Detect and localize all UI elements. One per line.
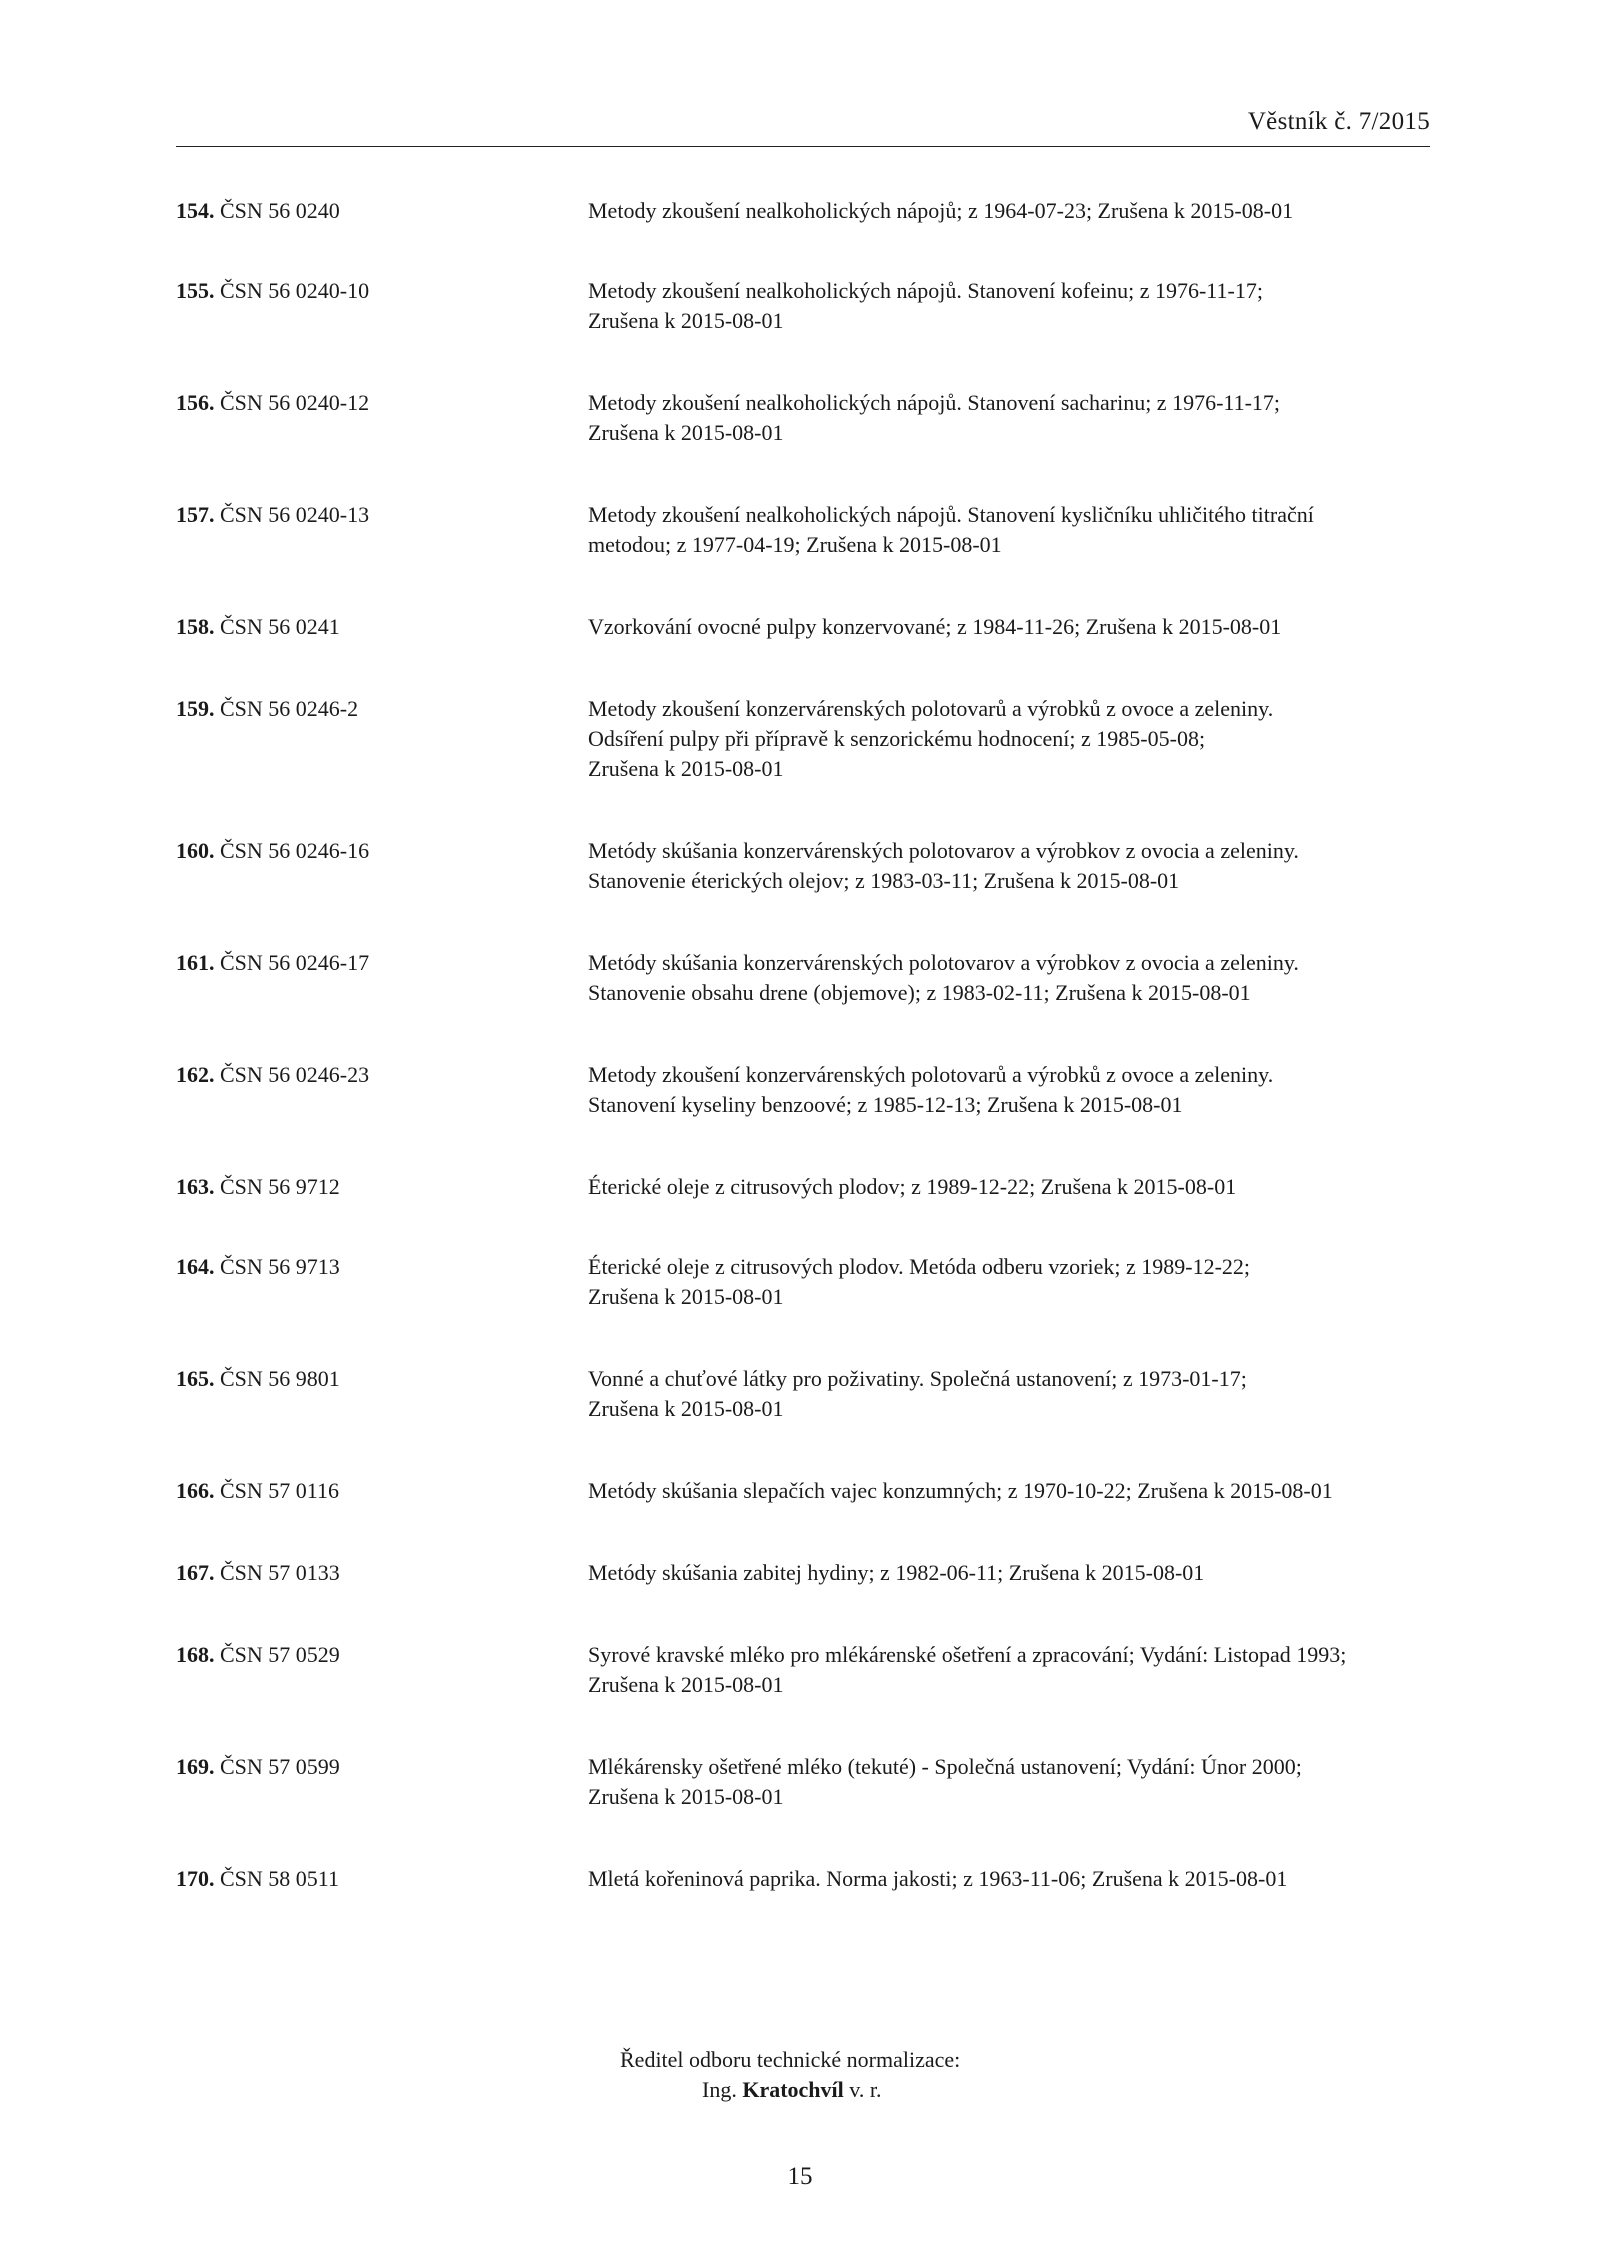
entry-identifier [176,694,358,724]
description-line: Metody zkoušení nealkoholických nápojů. Stanovení kysličníku uhličitého titrační [588,502,1314,527]
description-line: Metody zkoušení nealkoholických nápojů. Stanovení sacharinu; z 1976-11-17; [588,390,1281,415]
entry-identifier [176,1252,340,1282]
entry-description [588,1252,1438,1312]
entry-description [588,500,1438,560]
entry-code: ČSN 57 0116 [220,1478,339,1503]
entry-code: ČSN 56 9801 [220,1366,340,1391]
description-line: Metódy skúšania slepačích vajec konzumných; z 1970-10-22; Zrušena k 2015-08-01 [588,1478,1333,1503]
entry-code: ČSN 56 0241 [220,614,340,639]
entry-number: 156. [176,390,215,415]
entry-identifier [176,1476,339,1506]
entry-description [588,388,1438,448]
entry-code: ČSN 56 9712 [220,1174,340,1199]
entry-code: ČSN 56 0246-17 [220,950,370,975]
description-line: Zrušena k 2015-08-01 [588,756,784,781]
entry-identifier [176,196,340,226]
entry-code: ČSN 56 0246-2 [220,696,359,721]
description-line: Metody zkoušení konzervárenských polotovarů a výrobků z ovoce a zeleniny. [588,1062,1274,1087]
entry-identifier [176,276,369,306]
description-line: Zrušena k 2015-08-01 [588,1396,784,1421]
entry-number: 159. [176,696,215,721]
entry-code: ČSN 56 0240-12 [220,390,370,415]
description-line: Zrušena k 2015-08-01 [588,420,784,445]
entry-number: 154. [176,198,215,223]
description-line: Vzorkování ovocné pulpy konzervované; z 1984-11-26; Zrušena k 2015-08-01 [588,614,1282,639]
entry-number: 165. [176,1366,215,1391]
entry-identifier [176,1752,340,1782]
entry-description [588,1172,1438,1202]
description-line: metodou; z 1977-04-19; Zrušena k 2015-08-01 [588,532,1002,557]
entry-number: 163. [176,1174,215,1199]
entry-identifier [176,1060,369,1090]
entry-description [588,1752,1438,1812]
entry-number: 168. [176,1642,215,1667]
description-line: Stanovení kyseliny benzoové; z 1985-12-13; Zrušena k 2015-08-01 [588,1092,1183,1117]
entry-code: ČSN 56 0246-16 [220,838,370,863]
entry-number: 161. [176,950,215,975]
description-line: Éterické oleje z citrusových plodov; z 1989-12-22; Zrušena k 2015-08-01 [588,1174,1237,1199]
entry-description [588,196,1438,226]
description-line: Stanovenie obsahu drene (objemove); z 1983-02-11; Zrušena k 2015-08-01 [588,980,1251,1005]
entry-code: ČSN 57 0133 [220,1560,340,1585]
entry-code: ČSN 56 0246-23 [220,1062,370,1087]
entry-number: 157. [176,502,215,527]
entry-description [588,1476,1438,1506]
entry-number: 160. [176,838,215,863]
entry-number: 162. [176,1062,215,1087]
description-line: Zrušena k 2015-08-01 [588,1284,784,1309]
entry-number: 166. [176,1478,215,1503]
entry-number: 170. [176,1866,215,1891]
entry-identifier [176,612,340,642]
description-line: Metody zkoušení nealkoholických nápojů. Stanovení kofeinu; z 1976-11-17; [588,278,1263,303]
entry-code: ČSN 56 0240-13 [220,502,370,527]
description-line: Zrušena k 2015-08-01 [588,1672,784,1697]
description-line: Metódy skúšania konzervárenských polotovarov a výrobkov z ovocia a zeleniny. [588,838,1299,863]
description-line: Odsíření pulpy při přípravě k senzorickému hodnocení; z 1985-05-08; [588,726,1206,751]
signature-block [620,2045,960,2105]
entry-number: 167. [176,1560,215,1585]
entry-code: ČSN 56 9713 [220,1254,340,1279]
entry-number: 164. [176,1254,215,1279]
description-line: Stanovenie éterických olejov; z 1983-03-11; Zrušena k 2015-08-01 [588,868,1180,893]
description-line: Vonné a chuťové látky pro poživatiny. Společná ustanovení; z 1973-01-17; [588,1366,1247,1391]
description-line: Metody zkoušení konzervárenských polotovarů a výrobků z ovoce a zeleniny. [588,696,1274,721]
journal-title: Věstník č. 7/2015 [1247,108,1430,135]
entry-identifier [176,500,369,530]
entry-description [588,1640,1438,1700]
entry-code: ČSN 56 0240 [220,198,340,223]
entry-code: ČSN 57 0599 [220,1754,340,1779]
description-line: Zrušena k 2015-08-01 [588,308,784,333]
entry-identifier [176,1558,340,1588]
description-line: Metódy skúšania konzervárenských polotovarov a výrobkov z ovocia a zeleniny. [588,950,1299,975]
entry-code: ČSN 56 0240-10 [220,278,370,303]
entry-code: ČSN 57 0529 [220,1642,340,1667]
entry-description [588,612,1438,642]
entry-identifier [176,388,369,418]
description-line: Mletá kořeninová paprika. Norma jakosti; z 1963-11-06; Zrušena k 2015-08-01 [588,1866,1288,1891]
description-line: Syrové kravské mléko pro mlékárenské ošetření a zpracování; Vydání: Listopad 1993; [588,1642,1347,1667]
entry-description [588,1558,1438,1588]
description-line: Metody zkoušení nealkoholických nápojů; z 1964-07-23; Zrušena k 2015-08-01 [588,198,1294,223]
entry-description [588,948,1438,1008]
entry-description [588,1060,1438,1120]
signature-suffix: v. r. [849,2077,882,2102]
entry-identifier [176,836,369,866]
entry-identifier [176,1864,339,1894]
entry-code: ČSN 58 0511 [220,1866,339,1891]
entry-description [588,276,1438,336]
entry-number: 155. [176,278,215,303]
entry-identifier [176,1172,340,1202]
entry-identifier [176,948,369,978]
page-number: 15 [787,2163,813,2190]
entry-identifier [176,1640,340,1670]
entry-identifier [176,1364,340,1394]
entry-description [588,1364,1438,1424]
signature-role: Ředitel odboru technické normalizace: [620,2047,961,2072]
entry-number: 158. [176,614,215,639]
description-line: Zrušena k 2015-08-01 [588,1784,784,1809]
signature-prefix: Ing. [702,2077,737,2102]
description-line: Éterické oleje z citrusových plodov. Metóda odberu vzoriek; z 1989-12-22; [588,1254,1251,1279]
description-line: Mlékárensky ošetřené mléko (tekuté) - Společná ustanovení; Vydání: Únor 2000; [588,1754,1302,1779]
entry-description [588,694,1438,784]
entry-number: 169. [176,1754,215,1779]
signature-name: Kratochvíl [742,2077,844,2102]
entry-description [588,1864,1438,1894]
description-line: Metódy skúšania zabitej hydiny; z 1982-06-11; Zrušena k 2015-08-01 [588,1560,1205,1585]
signature-name-line [620,2075,960,2105]
page-header [176,108,1430,147]
entry-description [588,836,1438,896]
